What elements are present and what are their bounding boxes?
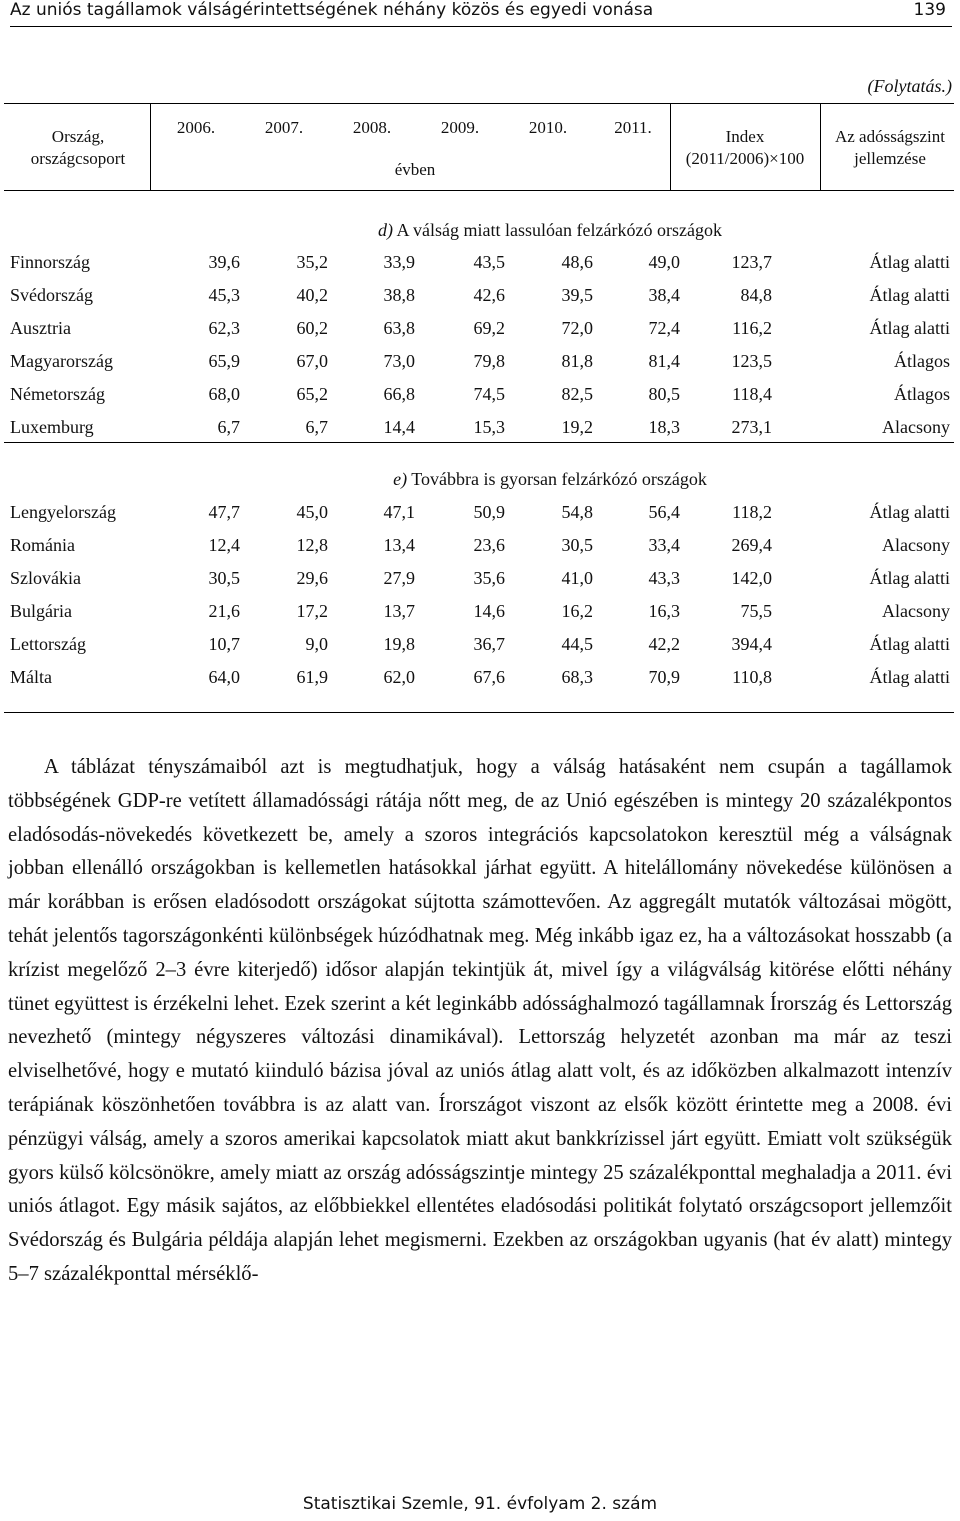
year-header: 2006. xyxy=(176,118,216,137)
body-paragraph xyxy=(8,751,952,1292)
country-cell: Lengyelország xyxy=(10,502,116,522)
table-bottom-rule xyxy=(4,712,954,713)
value-cell: 10,7 xyxy=(208,634,240,654)
table-row xyxy=(0,568,960,601)
characterization-cell: Alacsony xyxy=(882,417,950,437)
value-cell: 23,6 xyxy=(473,535,505,555)
characterization-cell: Átlag alatti xyxy=(869,634,950,654)
col-header-characterization: Az adósságszint jellemzése xyxy=(834,127,945,168)
table-row xyxy=(0,502,960,535)
characterization-cell: Alacsony xyxy=(882,535,950,555)
country-cell: Luxemburg xyxy=(10,417,94,437)
index-cell: 142,0 xyxy=(731,568,772,588)
value-cell: 65,2 xyxy=(296,384,328,404)
value-cell: 14,4 xyxy=(383,417,415,437)
index-cell: 273,1 xyxy=(731,417,772,437)
value-cell: 42,2 xyxy=(648,634,680,654)
value-cell: 81,4 xyxy=(648,351,680,371)
value-cell: 30,5 xyxy=(561,535,593,555)
value-cell: 65,9 xyxy=(208,351,240,371)
index-cell: 84,8 xyxy=(740,285,772,305)
value-cell: 62,3 xyxy=(208,318,240,338)
value-cell: 13,7 xyxy=(383,601,415,621)
value-cell: 73,0 xyxy=(383,351,415,371)
country-cell: Svédország xyxy=(10,285,93,305)
page-number: 139 xyxy=(913,0,946,20)
country-cell: Ausztria xyxy=(10,318,71,338)
value-cell: 38,4 xyxy=(648,285,680,305)
index-cell: 75,5 xyxy=(740,601,772,621)
value-cell: 33,4 xyxy=(648,535,680,555)
running-header xyxy=(10,0,952,27)
body-text: A táblázat tényszámaiból azt is megtudhatjuk, hogy a válság hatásaként nem csupán a tagállamok többségének GDP-re vetített államadóssági rátája nőtt meg, de az Unió egészében is mintegy 20 százalékpontos eladósodás-növekedés következett be, amely a szoros integrációs kapcsolatokon keresztül még a válságnak jobban ellenálló országokban is kellemetlen hatásokkal járhat együtt. A hitelállomány növekedése különösen a már korábban is erősen eladósodott országokat sújtotta számottevően. Az aggregált mutatók változásai mögött, tehát jelentős tagországonkénti különbségek húzódhatnak meg. Még inkább igaz ez, ha a változásokat hosszabb (a krízist megelőző 2–3 évre kiterjedő) idősor alapján tekintjük át, mivel így a világválság kitörése előtti néhány tünet együttest is érzékelni lehet. Ezek szerint a két leginkább adóssághalmozó tagállamnak Írország és Lettország nevezhető (mintegy négyszeres változási dinamikával). Lettország helyzetét azonban ma már az teszi elviselhetővé, hogy e mutató kiinduló bázisa jóval az uniós átlag alatt volt, és az időközben alkalmazott intenzív terápiának köszönhetően továbbra is az alatt van. Írországot viszont az elsők között érintette meg a 2008. évi pénzügyi válság, amely a szoros amerikai kapcsolatok miatt akut bankkrízissel járt együtt. Emiatt volt szükségük gyors külső kölcsönökre, amely miatt az ország adósságszintje mintegy 25 százalékponttal meghaladja a 2011. évi uniós átlagot. Egy másik sajátos, az előbbiekkel ellentétes eladósodási politikát folytató országcsoport jellemzőit Svédország és Bulgária példája alapján lehet megismerni. Ezekben az országokban ugyanis (hat év alatt) mintegy 5–7 százalékponttal mérséklő- xyxy=(8,756,952,1285)
index-cell: 394,4 xyxy=(731,634,772,654)
index-cell: 116,2 xyxy=(732,318,772,338)
value-cell: 13,4 xyxy=(383,535,415,555)
characterization-cell: Átlag alatti xyxy=(869,667,950,687)
value-cell: 42,6 xyxy=(473,285,505,305)
table-row xyxy=(0,601,960,634)
table-row xyxy=(0,417,960,450)
value-cell: 72,0 xyxy=(561,318,593,338)
year-header: 2008. xyxy=(352,118,392,137)
value-cell: 19,8 xyxy=(383,634,415,654)
value-cell: 68,3 xyxy=(561,667,593,687)
characterization-cell: Átlag alatti xyxy=(869,285,950,305)
value-cell: 39,6 xyxy=(208,252,240,272)
value-cell: 44,5 xyxy=(561,634,593,654)
country-cell: Németország xyxy=(10,384,105,404)
value-cell: 54,8 xyxy=(561,502,593,522)
value-cell: 6,7 xyxy=(217,417,240,437)
value-cell: 50,9 xyxy=(473,502,505,522)
year-header: 2009. xyxy=(440,118,480,137)
country-cell: Málta xyxy=(10,667,52,687)
years-caption: évben xyxy=(394,160,436,179)
value-cell: 21,6 xyxy=(208,601,240,621)
value-cell: 17,2 xyxy=(296,601,328,621)
year-header: 2011. xyxy=(614,118,652,137)
section-heading: d) A válság miatt lassulóan felzárkózó országok xyxy=(378,220,722,240)
section-heading: e) Továbbra is gyorsan felzárkózó országok xyxy=(393,469,707,489)
value-cell: 70,9 xyxy=(648,667,680,687)
table-top-rule xyxy=(4,103,954,104)
country-cell: Bulgária xyxy=(10,601,72,621)
header-divider xyxy=(670,103,671,190)
value-cell: 40,2 xyxy=(296,285,328,305)
year-header: 2010. xyxy=(528,118,568,137)
value-cell: 39,5 xyxy=(561,285,593,305)
country-cell: Magyarország xyxy=(10,351,113,371)
value-cell: 16,2 xyxy=(561,601,593,621)
country-cell: Finnország xyxy=(10,252,90,272)
value-cell: 33,9 xyxy=(383,252,415,272)
table-row xyxy=(0,285,960,318)
value-cell: 69,2 xyxy=(473,318,505,338)
value-cell: 45,0 xyxy=(296,502,328,522)
header-divider xyxy=(150,103,151,190)
value-cell: 14,6 xyxy=(473,601,505,621)
table-row xyxy=(0,535,960,568)
value-cell: 36,7 xyxy=(473,634,505,654)
characterization-cell: Átlag alatti xyxy=(869,502,950,522)
value-cell: 62,0 xyxy=(383,667,415,687)
value-cell: 9,0 xyxy=(305,634,328,654)
header-bottom-rule xyxy=(4,190,954,191)
value-cell: 49,0 xyxy=(648,252,680,272)
value-cell: 81,8 xyxy=(561,351,593,371)
value-cell: 67,6 xyxy=(473,667,505,687)
table-row xyxy=(0,318,960,351)
value-cell: 66,8 xyxy=(383,384,415,404)
value-cell: 30,5 xyxy=(208,568,240,588)
value-cell: 12,4 xyxy=(208,535,240,555)
value-cell: 16,3 xyxy=(648,601,680,621)
value-cell: 38,8 xyxy=(383,285,415,305)
index-cell: 110,8 xyxy=(732,667,772,687)
value-cell: 80,5 xyxy=(648,384,680,404)
value-cell: 35,2 xyxy=(296,252,328,272)
footer: Statisztikai Szemle, 91. évfolyam 2. szám xyxy=(302,1494,658,1514)
value-cell: 27,9 xyxy=(383,568,415,588)
characterization-cell: Alacsony xyxy=(882,601,950,621)
characterization-cell: Átlag alatti xyxy=(869,318,950,338)
value-cell: 79,8 xyxy=(473,351,505,371)
index-cell: 118,2 xyxy=(732,502,772,522)
col-header-index: Index (2011/2006)×100 xyxy=(685,127,805,168)
country-cell: Szlovákia xyxy=(10,568,81,588)
year-header: 2007. xyxy=(264,118,304,137)
index-cell: 118,4 xyxy=(732,384,772,404)
value-cell: 18,3 xyxy=(648,417,680,437)
table-row xyxy=(0,634,960,667)
value-cell: 68,0 xyxy=(208,384,240,404)
value-cell: 45,3 xyxy=(208,285,240,305)
value-cell: 43,5 xyxy=(473,252,505,272)
continued-note: (Folytatás.) xyxy=(867,76,952,96)
characterization-cell: Átlag alatti xyxy=(869,568,950,588)
running-header-title: Az uniós tagállamok válságérintettségének néhány közös és egyedi vonása xyxy=(10,0,654,20)
value-cell: 60,2 xyxy=(296,318,328,338)
value-cell: 63,8 xyxy=(383,318,415,338)
table-row xyxy=(0,252,960,285)
value-cell: 74,5 xyxy=(473,384,505,404)
value-cell: 29,6 xyxy=(296,568,328,588)
value-cell: 64,0 xyxy=(208,667,240,687)
col-header-country: Ország, országcsoport xyxy=(30,127,126,168)
value-cell: 19,2 xyxy=(561,417,593,437)
index-cell: 123,5 xyxy=(731,351,772,371)
value-cell: 12,8 xyxy=(296,535,328,555)
value-cell: 56,4 xyxy=(648,502,680,522)
table-row xyxy=(0,384,960,417)
value-cell: 47,1 xyxy=(383,502,415,522)
header-divider xyxy=(820,103,821,190)
value-cell: 48,6 xyxy=(561,252,593,272)
value-cell: 61,9 xyxy=(296,667,328,687)
value-cell: 43,3 xyxy=(648,568,680,588)
characterization-cell: Átlag alatti xyxy=(869,252,950,272)
value-cell: 15,3 xyxy=(473,417,505,437)
value-cell: 67,0 xyxy=(296,351,328,371)
section-separator-rule xyxy=(4,442,954,443)
characterization-cell: Átlagos xyxy=(894,351,950,371)
value-cell: 41,0 xyxy=(561,568,593,588)
value-cell: 82,5 xyxy=(561,384,593,404)
table-row xyxy=(0,667,960,700)
country-cell: Lettország xyxy=(10,634,86,654)
characterization-cell: Átlagos xyxy=(894,384,950,404)
value-cell: 6,7 xyxy=(305,417,328,437)
table-row xyxy=(0,351,960,384)
index-cell: 123,7 xyxy=(731,252,772,272)
value-cell: 35,6 xyxy=(473,568,505,588)
value-cell: 72,4 xyxy=(648,318,680,338)
value-cell: 47,7 xyxy=(208,502,240,522)
index-cell: 269,4 xyxy=(731,535,772,555)
country-cell: Románia xyxy=(10,535,75,555)
